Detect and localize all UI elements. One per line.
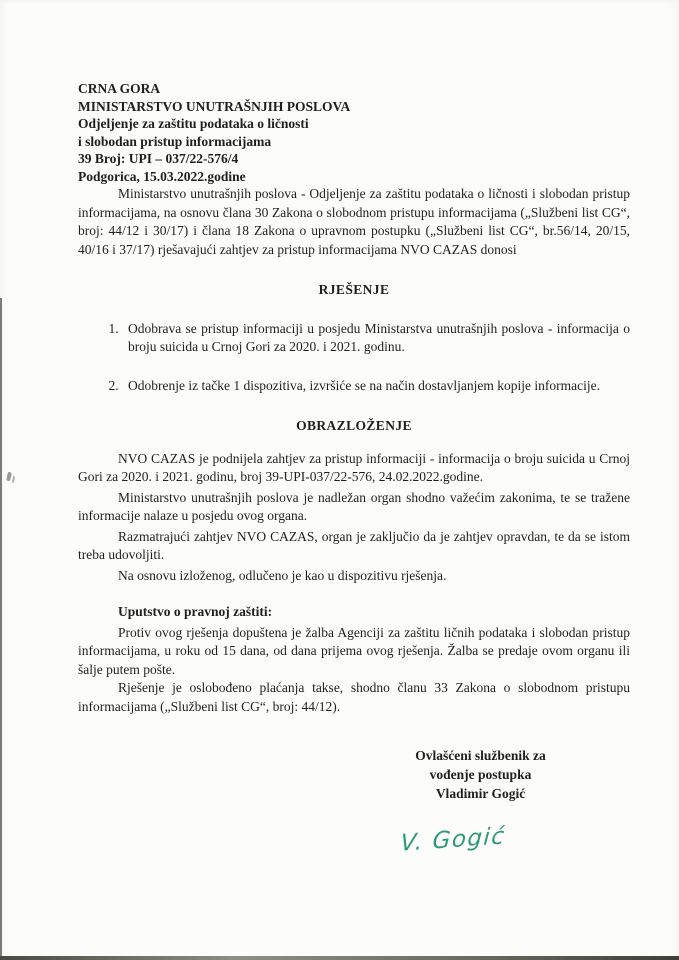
intro-paragraph: Ministarstvo unutrašnjih poslova - Odjeljenje za zaštitu podataka o ličnosti i slobodan pristup informacijama, na osnovu člana 30 Zakona o slobodnom pristupu informacijama („Službeni list CG“, broj: 44/12 i 30/17) i člana 18 Zakona o upravnom postupku („Službeni list CG“, br.56/14, 20/15, 40/16 i 37/17) rješavajući zahtjev za pristup informacijama NVO CAZAS donosi: [78, 186, 630, 257]
signatory-name: Vladimir Gogić: [435, 786, 526, 801]
document-header: [78, 80, 630, 185]
heading-decision: RJEŠENJE: [318, 282, 390, 297]
decision-item: 1. Odobrava se pristup informaciji u posjedu Ministarstva unutrašnjih poslova - informacija o broju suicida u Crnoj Gori za 2020. i 2021. godinu.: [122, 320, 630, 357]
signatory-role-line2: vođenje postupka: [429, 767, 532, 782]
decision-item: 2. Odobrenje iz tačke 1 dispozitiva, izvršiće se na način dostavljanjem kopije informacije.: [122, 377, 630, 396]
header-department-line1: Odjeljenje za zaštitu podataka o ličnosti: [78, 116, 309, 131]
header-ministry: MINISTARSTVO UNUTRAŠNJIH POSLOVA: [78, 98, 351, 114]
rationale-paragraph: Razmatrajući zahtjev NVO CAZAS, organ je zaključio da je zahtjev opravdan, te da se istom treba udovoljiti.: [78, 528, 630, 562]
header-department-line2: i slobodan pristup informacijama: [78, 133, 272, 149]
handwritten-signature: V. Gogić: [399, 823, 507, 857]
heading-rationale: OBRAZLOŽENJE: [296, 418, 412, 433]
legal-paragraph: Protiv ovog rješenja dopuštena je žalba Agenciji za zaštitu ličnih podataka i slobodan pristup informacijama, u roku od 15 dana, od dana prijema ovog rješenja. Žalba se predaje ovom organu ili šalje putem pošte.: [78, 624, 630, 677]
rationale-section: [78, 450, 630, 586]
rationale-paragraph: Ministarstvo unutrašnjih poslova je nadležan organ shodno važećim zakonima, te se tražene informacije nalaze u posjedu ovog organa.: [78, 489, 630, 523]
header-case-number: 39 Broj: UPI – 037/22-576/4: [78, 151, 239, 166]
rationale-paragraph: Na osnovu izloženog, odlučeno je kao u dispozitivu rješenja.: [118, 567, 447, 583]
signature-block: [373, 746, 588, 803]
rationale-paragraph: NVO CAZAS je podnijela zahtjev za pristup informaciji - informacija o broju suicida u Crnoj Gori za 2020. i 2021. godinu, broj 39-UPI-037/22-576, 24.02.2022.godine.: [78, 450, 630, 484]
signatory-role-line1: Ovlašćeni službenik za: [415, 748, 546, 763]
header-place-date: Podgorica, 15.03.2022.godine: [78, 168, 246, 184]
legal-paragraph: Rješenje je oslobođeno plaćanja takse, shodno članu 33 Zakona o slobodnom pristupu informacijama („Službeni list CG“, broj: 44/12).: [78, 680, 630, 714]
legal-remedy-heading: Uputstvo o pravnoj zaštiti:: [118, 604, 273, 619]
scan-left-edge-artifact: [0, 298, 2, 960]
decision-list: [78, 320, 630, 396]
scan-bottom-edge-artifact: [0, 956, 679, 960]
header-country: CRNA GORA: [78, 81, 161, 96]
